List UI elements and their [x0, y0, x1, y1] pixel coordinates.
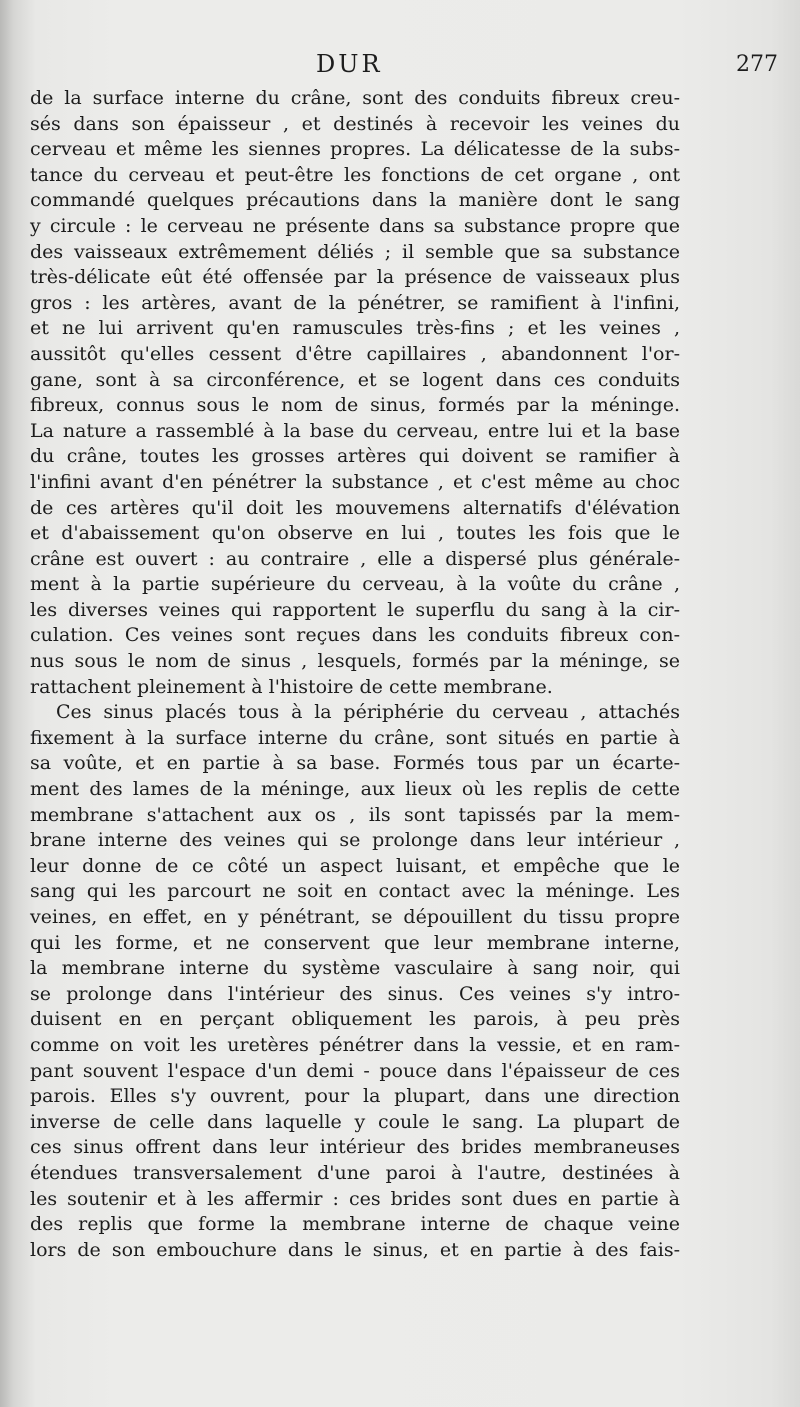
text-line: membrane s'attachent aux os , ils sont tapissés par la mem- — [30, 803, 680, 826]
text-line: et d'abaissement qu'on observe en lui , toutes les fois que le — [30, 522, 680, 545]
text-line: sa voûte, et en partie à sa base. Formés tous par un écarte- — [30, 752, 680, 775]
text-line: brane interne des veines qui se prolonge dans leur intérieur , — [30, 829, 680, 852]
text-line: la membrane interne du système vasculaire à sang noir, qui — [30, 957, 680, 980]
page-number: 277 — [736, 52, 778, 77]
text-line: parois. Elles s'y ouvrent, pour la plupart, dans une direction — [30, 1085, 680, 1108]
text-line: ces sinus offrent dans leur intérieur des brides membraneuses — [30, 1136, 680, 1159]
text-line: de ces artères qu'il doit les mouvemens alternatifs d'élévation — [30, 496, 680, 519]
running-head — [0, 50, 800, 84]
text-line: les diverses veines qui rapportent le superflu du sang à la cir- — [30, 598, 680, 621]
text-line: leur donne de ce côté un aspect luisant, et empêche que le — [30, 854, 680, 877]
text-line: La nature a rassemblé à la base du cerveau, entre lui et la base — [30, 419, 680, 442]
text-line: duisent en en perçant obliquement les parois, à peu près — [30, 1008, 680, 1031]
paragraph — [30, 700, 680, 1263]
text-line: cerveau et même les siennes propres. La délicatesse de la subs- — [30, 138, 680, 161]
text-line: nus sous le nom de sinus , lesquels, formés par la méninge, se — [30, 650, 680, 673]
text-line: et ne lui arrivent qu'en ramuscules très-fins ; et les veines , — [30, 317, 680, 340]
running-head-word: DUR — [316, 50, 383, 78]
text-line: aussitôt qu'elles cessent d'être capillaires , abandonnent l'or- — [30, 342, 680, 365]
text-line: gane, sont à sa circonférence, et se logent dans ces conduits — [30, 368, 680, 391]
text-line: Ces sinus placés tous à la périphérie du cerveau , attachés — [56, 701, 680, 724]
text-line: gros : les artères, avant de la pénétrer, se ramifient à l'infini, — [30, 291, 680, 314]
text-line: fixement à la surface interne du crâne, sont situés en partie à — [30, 726, 680, 749]
text-line: ment des lames de la méninge, aux lieux où les replis de cette — [30, 778, 680, 801]
text-line: qui les forme, et ne conservent que leur membrane interne, — [30, 931, 680, 954]
text-line: sang qui les parcourt ne soit en contact avec la méninge. Les — [30, 880, 680, 903]
text-line: de la surface interne du crâne, sont des conduits fibreux creu- — [30, 87, 680, 109]
text-line: tance du cerveau et peut-être les fonctions de cet organe , ont — [30, 163, 680, 186]
text-line: lors de son embouchure dans le sinus, et en partie à des fais- — [30, 1238, 680, 1261]
text-line: des replis que forme la membrane interne de chaque veine — [30, 1213, 680, 1236]
text-line: y circule : le cerveau ne présente dans sa substance propre que — [30, 214, 680, 237]
text-line: des vaisseaux extrêmement déliés ; il semble que sa substance — [30, 240, 680, 263]
text-line: crâne est ouvert : au contraire , elle a dispersé plus générale- — [30, 547, 680, 570]
text-line: très-délicate eût été offensée par la présence de vaisseaux plus — [30, 266, 680, 289]
paragraph — [30, 86, 680, 700]
text-line: commandé quelques précautions dans la manière dont le sang — [30, 189, 680, 212]
text-line: sés dans son épaisseur , et destinés à recevoir les veines du — [30, 112, 680, 135]
text-line: veines, en effet, en y pénétrant, se dépouillent du tissu propre — [30, 906, 680, 928]
text-line: les soutenir et à les affermir : ces brides sont dues en partie à — [30, 1187, 680, 1210]
body-text — [30, 86, 680, 1286]
text-line: l'infini avant d'en pénétrer la substance , et c'est même au choc — [30, 470, 680, 493]
text-line: rattachent pleinement à l'histoire de cette membrane. — [30, 675, 553, 698]
text-line: inverse de celle dans laquelle y coule le sang. La plupart de — [30, 1110, 680, 1133]
text-line: comme on voit les uretères pénétrer dans la vessie, et en ram- — [30, 1033, 680, 1056]
text-line: étendues transversalement d'une paroi à l'autre, destinées à — [30, 1161, 680, 1184]
text-line: culation. Ces veines sont reçues dans les conduits fibreux con- — [30, 624, 680, 647]
text-line: se prolonge dans l'intérieur des sinus. Ces veines s'y intro- — [30, 982, 680, 1005]
text-line: du crâne, toutes les grosses artères qui doivent se ramifier à — [30, 445, 680, 468]
text-line: fibreux, connus sous le nom de sinus, formés par la méninge. — [30, 394, 680, 417]
text-line: pant souvent l'espace d'un demi - pouce dans l'épaisseur de ces — [30, 1059, 680, 1082]
text-line: ment à la partie supérieure du cerveau, à la voûte du crâne , — [30, 573, 680, 596]
